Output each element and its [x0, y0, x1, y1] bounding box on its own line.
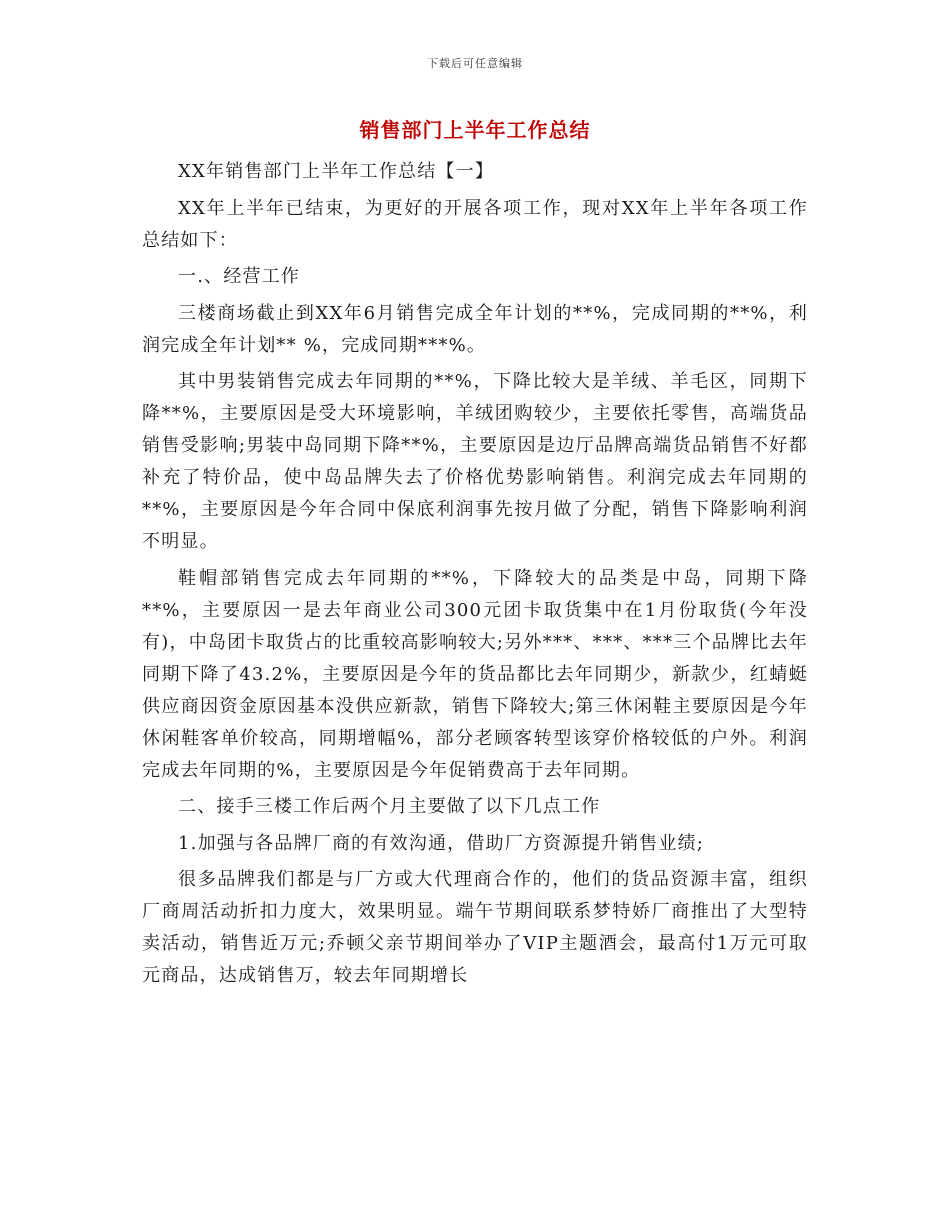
paragraph-subtitle: XX年销售部门上半年工作总结【一】 [178, 161, 495, 182]
page-header-note: 下载后可任意编辑 [427, 57, 523, 70]
paragraph-intro: XX年上半年已结束，为更好的开展各项工作，现对XX年上半年各项工作总结如下： [142, 197, 808, 251]
paragraph-item-1: 1.加强与各品牌厂商的有效沟通，借助厂方资源提升销售业绩; [178, 832, 705, 854]
document-body [142, 156, 808, 997]
document-title: 销售部门上半年工作总结 [359, 118, 591, 142]
paragraph-brand-cooperation: 很多品牌我们都是与厂方或大代理商合作的，他们的货品资源丰富，组织厂商周活动折扣力度大，效果明显。端午节期间联系梦特娇厂商推出了大型特卖活动，销售近万元;乔顿父亲节期间举办了VIP主题酒会，最高付1万元可取元商品，达成销售万，较去年同期增长 [142, 869, 808, 986]
section-heading-work-done: 二、接手三楼工作后两个月主要做了以下几点工作 [178, 796, 601, 817]
paragraph-third-floor-sales: 三楼商场截止到XX年6月销售完成全年计划的**%，完成同期的**%，利润完成全年计划** %，完成同期***%。 [142, 302, 808, 356]
paragraph-menswear: 其中男装销售完成去年同期的**%，下降比较大是羊绒、羊毛区，同期下降**%，主要原因是受大环境影响，羊绒团购较少，主要依托零售，高端货品销售受影响;男装中岛同期下降**%，主要原因是边厅品牌高端货品销售不好都补充了特价品，使中岛品牌失去了价格优势影响销售。利润完成去年同期的**%，主要原因是今年合同中保底利润事先按月做了分配，销售下降影响利润不明显。 [142, 371, 808, 552]
paragraph-shoes-hats: 鞋帽部销售完成去年同期的**%，下降较大的品类是中岛，同期下降**%，主要原因一是去年商业公司300元团卡取货集中在1月份取货(今年没有)，中岛团卡取货占的比重较高影响较大;另外***、***、***三个品牌比去年同期下降了43.2%，主要原因是今年的货品都比去年同期少，新款少，红蜻蜓供应商因资金原因基本没供应新款，销售下降较大;第三休闲鞋主要原因是今年休闲鞋客单价较高，同期增幅%，部分老顾客转型该穿价格较低的户外。利润完成去年同期的%，主要原因是今年促销费高于去年同期。 [142, 567, 808, 781]
section-heading-operations: 一.、经营工作 [178, 266, 301, 287]
